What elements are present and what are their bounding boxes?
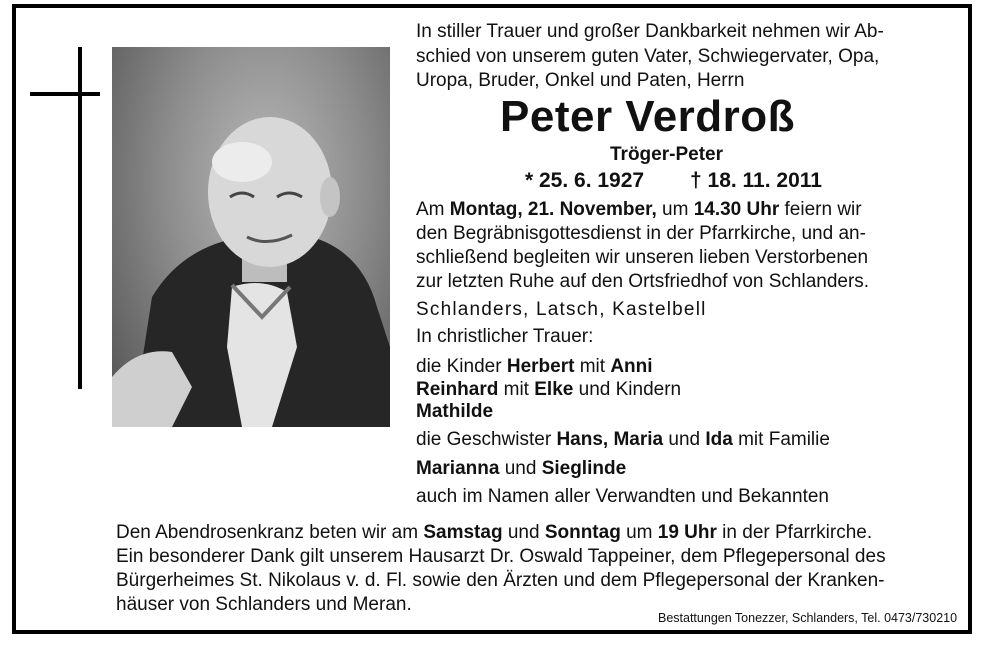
family-text: mit bbox=[498, 379, 535, 400]
undertaker-credit: Bestattungen Tonezzer, Schlanders, Tel. 0473/730210 bbox=[658, 611, 958, 625]
footer-text: und bbox=[502, 522, 545, 543]
cross-icon bbox=[78, 47, 82, 389]
family-row-2 bbox=[416, 380, 681, 399]
funeral-text: um bbox=[656, 199, 694, 220]
family-row-6: auch im Namen aller Verwandten und Bekannten bbox=[416, 486, 829, 507]
intro-line-1: In stiller Trauer und großer Dankbarkeit nehmen wir Ab- bbox=[416, 21, 884, 42]
family-name: Marianna bbox=[416, 458, 500, 479]
family-text: und bbox=[499, 458, 542, 479]
family-name: Anni bbox=[610, 356, 653, 377]
mourning-label: In christlicher Trauer: bbox=[416, 326, 594, 347]
family-text: die Kinder bbox=[416, 356, 507, 377]
family-row-3: Mathilde bbox=[416, 401, 494, 422]
footer-line-3: Bürgerheimes St. Nikolaus v. d. Fl. sowie den Ärzten und dem Pflegepersonal der Kranken- bbox=[116, 570, 885, 591]
intro-line-2: schied von unserem guten Vater, Schwiegervater, Opa, bbox=[416, 46, 880, 67]
family-name: Ida bbox=[705, 429, 733, 450]
deceased-name: Peter Verdroß bbox=[500, 92, 796, 141]
footer-line-2: Ein besonderer Dank gilt unserem Hausarzt Dr. Oswald Tappeiner, dem Pflegepersonal des bbox=[116, 546, 886, 567]
funeral-line-3: schließend begleiten wir unseren lieben Verstorbenen bbox=[416, 247, 869, 268]
footer-text: um bbox=[620, 522, 658, 543]
footer-line-4: häuser von Schlanders und Meran. bbox=[116, 594, 412, 615]
family-text: und Kindern bbox=[573, 379, 682, 400]
family-name: Herbert bbox=[506, 356, 575, 377]
funeral-line-1 bbox=[416, 200, 862, 219]
funeral-day: Montag, 21. November, bbox=[449, 199, 657, 220]
places: Schlanders, Latsch, Kastelbell bbox=[416, 299, 707, 320]
family-text: mit bbox=[574, 356, 611, 377]
funeral-time: 14.30 Uhr bbox=[693, 199, 780, 220]
footer-text: Den Abendrosenkranz beten wir am bbox=[116, 522, 424, 543]
intro-line-3: Uropa, Bruder, Onkel und Paten, Herrn bbox=[416, 70, 745, 91]
family-name: Reinhard bbox=[416, 379, 499, 400]
family-row-5 bbox=[416, 459, 626, 478]
death-date: † 18. 11. 2011 bbox=[690, 169, 822, 192]
funeral-text: Am bbox=[416, 199, 450, 220]
birth-date: * 25. 6. 1927 bbox=[525, 169, 645, 192]
cross-icon-bar bbox=[30, 92, 100, 96]
family-row-4 bbox=[416, 430, 830, 449]
footer-day: Sonntag bbox=[544, 522, 621, 543]
family-row-1 bbox=[416, 357, 653, 376]
footer-day: Samstag bbox=[423, 522, 503, 543]
family-name: Sieglinde bbox=[541, 458, 627, 479]
family-name: Hans, Maria bbox=[556, 429, 664, 450]
family-text: die Geschwister bbox=[416, 429, 557, 450]
family-name: Elke bbox=[534, 379, 574, 400]
portrait-photo bbox=[112, 47, 390, 427]
deceased-nickname: Tröger-Peter bbox=[610, 144, 723, 165]
footer-text: in der Pfarrkirche. bbox=[716, 522, 873, 543]
funeral-line-2: den Begräbnisgottesdienst in der Pfarrkirche, und an- bbox=[416, 223, 866, 244]
funeral-text: feiern wir bbox=[779, 199, 862, 220]
family-text: und bbox=[663, 429, 706, 450]
footer-time: 19 Uhr bbox=[657, 522, 717, 543]
footer-line-1 bbox=[116, 523, 872, 542]
family-text: mit Familie bbox=[732, 429, 830, 450]
funeral-line-4: zur letzten Ruhe auf den Ortsfriedhof von Schlanders. bbox=[416, 271, 870, 292]
